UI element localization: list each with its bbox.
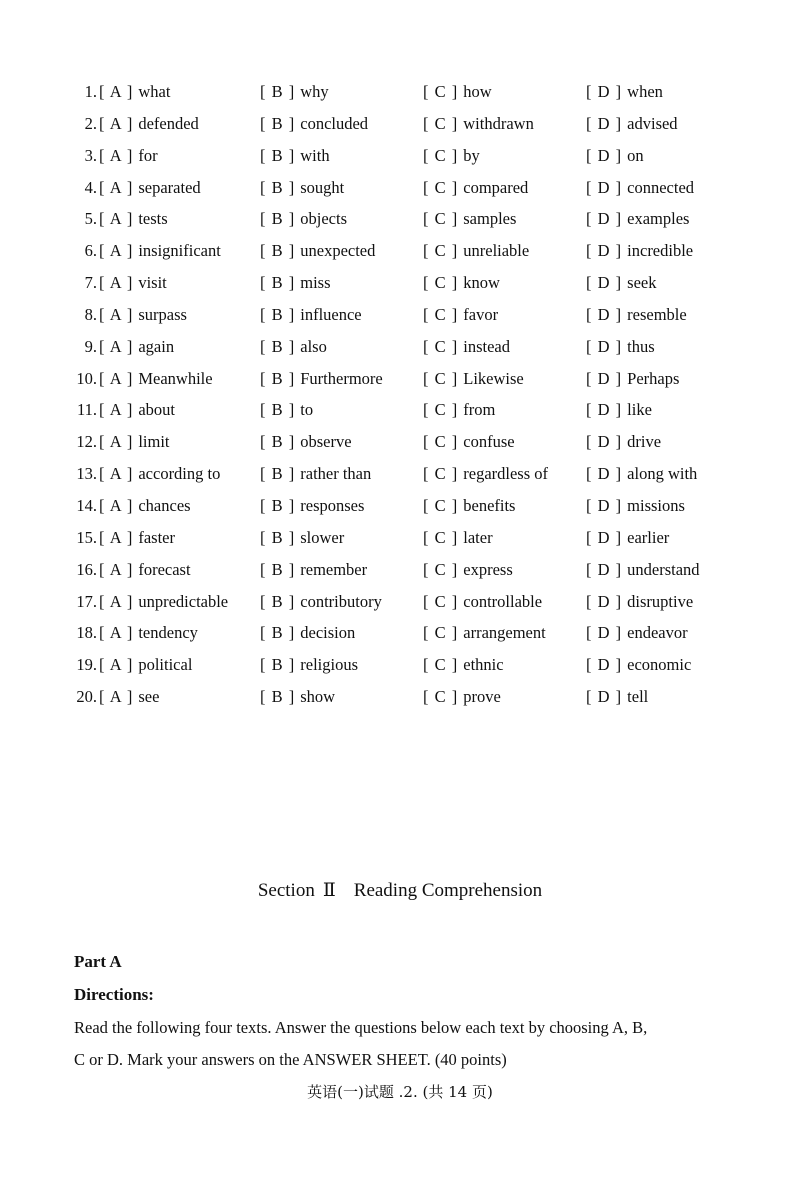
choice-c [423,490,515,522]
choice-a [99,522,175,554]
choice-d [586,458,697,490]
choice-letter: [ D ] [586,304,623,324]
choice-text: withdrawn [463,113,534,133]
choice-d [586,299,687,331]
choice-letter: [ C ] [423,432,459,452]
choice-letter: [ B ] [260,209,296,229]
choice-letter: [ D ] [586,209,623,229]
choice-a [99,203,168,235]
choice-c [423,649,504,681]
choice-text: disruptive [627,591,694,611]
choice-text: when [627,82,663,101]
choice-text: earlier [627,527,670,547]
choice-text: for [138,145,158,165]
choice-letter: [ C ] [423,464,459,484]
question-number: 5. [84,209,97,229]
choice-text: endeavor [627,623,688,643]
choice-letter: [ D ] [586,591,623,611]
choice-text: examples [627,209,690,229]
choice-letter: [ D ] [586,559,623,579]
choice-d [586,554,700,586]
part-title: Part A [74,952,122,971]
choice-text: connected [627,177,695,197]
choice-letter: [ C ] [423,495,459,515]
choice-text: resemble [627,304,687,324]
choice-text: decision [300,623,356,643]
question-number: 13. [76,464,97,484]
choice-c [423,522,493,554]
choice-letter: [ C ] [423,241,459,261]
choice-letter: [ B ] [260,113,296,133]
choice-text: incredible [627,241,694,261]
section-roman-numeral: Ⅱ [322,880,336,901]
question-row [72,426,732,458]
choice-c [423,394,495,426]
choice-letter: [ B ] [260,591,296,611]
choice-letter: [ A ] [99,368,134,388]
choice-text: political [138,655,193,675]
choice-letter: [ C ] [423,687,459,707]
choice-letter: [ C ] [423,559,459,579]
choice-letter: [ A ] [99,655,134,675]
choice-b [260,458,371,490]
question-row [72,586,732,618]
choice-a [99,586,228,618]
choice-text: from [463,400,496,420]
choice-d [586,363,679,395]
choice-b [260,490,364,522]
question-row [72,172,732,204]
choice-b [260,172,344,204]
choice-text: on [627,145,644,165]
directions-line: Read the following four texts. Answer the questions below each text by choosing A, B, [74,1018,648,1037]
choice-b [260,554,367,586]
choice-a [99,426,170,458]
choice-c [423,681,501,713]
choice-text: remember [300,559,368,579]
question-row [72,394,732,426]
choice-letter: [ B ] [260,82,296,101]
directions-text [74,1012,734,1076]
choice-letter: [ D ] [586,177,623,197]
choice-text: Perhaps [627,368,680,388]
choice-letter: [ A ] [99,495,134,515]
choice-text: objects [300,209,347,229]
choice-text: unexpected [300,241,376,261]
choice-text: tendency [138,623,198,643]
choice-letter: [ C ] [423,623,459,643]
choice-text: with [300,145,330,165]
choice-text: about [138,400,176,420]
choice-text: Likewise [463,368,524,388]
choice-b [260,649,358,681]
question-row [72,649,732,681]
question-number: 19. [76,655,97,675]
choice-d [586,426,661,458]
choice-text: economic [627,655,692,675]
question-number: 10. [76,368,97,388]
choice-d [586,586,693,618]
choice-d [586,394,652,426]
choice-b [260,681,335,713]
choice-letter: [ C ] [423,177,459,197]
choice-letter: [ A ] [99,145,134,165]
choice-letter: [ D ] [586,400,623,420]
question-row [72,267,732,299]
choice-text: see [138,687,160,707]
choice-letter: [ B ] [260,687,296,707]
question-number: 20. [76,687,97,707]
choice-text: insignificant [138,241,221,261]
choice-b [260,331,327,363]
choice-letter: [ B ] [260,432,296,452]
choice-text: drive [627,432,662,452]
choice-text: to [300,400,314,420]
choice-text: by [463,145,480,165]
choice-b [260,426,352,458]
choice-a [99,140,158,172]
choice-letter: [ D ] [586,687,623,707]
choice-a [99,172,201,204]
choice-letter: [ D ] [586,464,623,484]
choice-c [423,617,546,649]
choice-text: confuse [463,432,515,452]
choice-text: favor [463,304,499,324]
choice-a [99,649,192,681]
choice-text: visit [138,273,167,293]
choice-b [260,394,313,426]
choice-letter: [ A ] [99,464,134,484]
choice-letter: [ A ] [99,591,134,611]
question-number: 15. [76,527,97,547]
choice-text: like [627,400,652,420]
section-title: Reading Comprehension [353,880,543,901]
choice-b [260,235,375,267]
choice-letter: [ C ] [423,336,459,356]
choice-a [99,299,187,331]
choice-text: faster [138,527,175,547]
question-row [72,108,732,140]
choice-text: later [463,527,493,547]
question-number: 1. [84,82,97,101]
choice-b [260,76,329,108]
choice-text: surpass [138,304,187,324]
choice-a [99,363,213,395]
choice-letter: [ C ] [423,145,459,165]
choice-text: Meanwhile [138,368,213,388]
question-row [72,203,732,235]
question-number: 4. [84,177,97,197]
choice-text: tell [627,687,649,707]
choice-a [99,490,191,522]
choice-text: arrangement [463,623,546,643]
choice-d [586,76,663,108]
choice-letter: [ B ] [260,623,296,643]
choice-text: missions [627,495,685,515]
choice-letter: [ D ] [586,273,623,293]
choice-d [586,681,648,713]
choice-b [260,203,347,235]
choice-letter: [ B ] [260,241,296,261]
choice-a [99,108,199,140]
question-number: 2. [84,113,97,133]
question-row [72,458,732,490]
choice-d [586,172,694,204]
choice-b [260,522,344,554]
question-row [72,76,732,108]
choice-c [423,363,524,395]
choice-letter: [ B ] [260,145,296,165]
choice-letter: [ B ] [260,336,296,356]
choice-letter: [ D ] [586,145,623,165]
choice-d [586,617,688,649]
question-row [72,299,732,331]
question-row [72,681,732,713]
choice-text: according to [138,464,221,484]
choice-c [423,76,492,108]
question-row [72,140,732,172]
choice-text: instead [463,336,510,356]
choice-d [586,235,693,267]
choice-text: controllable [463,591,543,611]
choice-letter: [ A ] [99,304,134,324]
choice-text: responses [300,495,365,515]
choice-b [260,299,362,331]
choice-b [260,140,330,172]
choice-letter: [ A ] [99,559,134,579]
choice-text: express [463,559,513,579]
choice-text: slower [300,527,345,547]
choice-letter: [ C ] [423,82,459,101]
choice-letter: [ D ] [586,432,623,452]
choice-text: sought [300,177,345,197]
section-prefix: Section [257,880,315,901]
choice-text: concluded [300,113,369,133]
choice-text: understand [627,559,700,579]
question-number: 18. [76,623,97,643]
question-number: 16. [76,559,97,579]
choice-text: observe [300,432,352,452]
choice-letter: [ D ] [586,336,623,356]
choice-text: again [138,336,175,356]
choice-d [586,140,644,172]
choice-text: contributory [300,591,382,611]
choice-b [260,363,383,395]
question-number: 6. [84,241,97,261]
choice-letter: [ B ] [260,400,296,420]
choice-letter: [ A ] [99,209,134,229]
choice-text: along with [627,464,698,484]
choice-text: compared [463,177,529,197]
choice-d [586,649,691,681]
page-footer: 英语(一)试题 .2. (共 14 页) [307,1083,493,1101]
answer-options-list [72,76,732,713]
choice-text: forecast [138,559,191,579]
choice-letter: [ A ] [99,527,134,547]
choice-text: chances [138,495,191,515]
directions-title: Directions: [74,985,154,1004]
choice-c [423,108,534,140]
choice-letter: [ C ] [423,527,459,547]
choice-c [423,299,498,331]
choice-text: defended [138,113,199,133]
choice-letter: [ B ] [260,655,296,675]
choice-c [423,554,513,586]
question-number: 14. [76,495,97,515]
question-row [72,490,732,522]
choice-text: regardless of [463,464,549,484]
choice-c [423,331,510,363]
choice-letter: [ A ] [99,241,134,261]
choice-letter: [ C ] [423,400,459,420]
choice-letter: [ A ] [99,336,134,356]
choice-letter: [ A ] [99,432,134,452]
choice-letter: [ C ] [423,209,459,229]
choice-a [99,76,170,108]
question-number: 17. [76,591,97,611]
choice-d [586,331,655,363]
question-number: 11. [76,400,97,420]
choice-b [260,586,382,618]
choice-c [423,586,542,618]
choice-c [423,203,516,235]
question-row [72,554,732,586]
choice-a [99,331,174,363]
choice-letter: [ A ] [99,400,134,420]
choice-d [586,490,685,522]
choice-text: Furthermore [300,368,383,388]
question-number: 7. [84,273,97,293]
choice-c [423,235,529,267]
directions-line: C or D. Mark your answers on the ANSWER SHEET. (40 points) [74,1050,507,1069]
section-heading [0,876,800,906]
choice-text: miss [300,273,331,293]
choice-letter: [ B ] [260,273,296,293]
choice-letter: [ B ] [260,368,296,388]
choice-d [586,203,689,235]
choice-c [423,458,548,490]
question-number: 8. [84,304,97,324]
choice-letter: [ A ] [99,113,134,133]
choice-letter: [ A ] [99,273,134,293]
choice-letter: [ D ] [586,113,623,133]
question-number: 3. [84,145,97,165]
choice-a [99,554,191,586]
question-row [72,617,732,649]
choice-text: rather than [300,464,372,484]
choice-text: benefits [463,495,516,515]
choice-text: how [463,82,492,101]
choice-a [99,267,167,299]
choice-letter: [ B ] [260,177,296,197]
choice-letter: [ B ] [260,559,296,579]
choice-text: unreliable [463,241,530,261]
choice-letter: [ D ] [586,623,623,643]
choice-text: thus [627,336,655,356]
choice-c [423,140,480,172]
choice-b [260,108,368,140]
choice-letter: [ C ] [423,304,459,324]
choice-text: separated [138,177,201,197]
choice-text: show [300,687,336,707]
choice-letter: [ C ] [423,591,459,611]
choice-letter: [ B ] [260,304,296,324]
choice-letter: [ C ] [423,273,459,293]
choice-b [260,617,355,649]
choice-letter: [ A ] [99,623,134,643]
choice-text: why [300,82,329,101]
choice-letter: [ D ] [586,368,623,388]
choice-text: ethnic [463,655,504,675]
choice-letter: [ B ] [260,495,296,515]
choice-letter: [ A ] [99,177,134,197]
choice-text: prove [463,687,501,707]
choice-text: limit [138,432,170,452]
choice-text: what [138,82,171,101]
choice-text: samples [463,209,517,229]
choice-a [99,458,220,490]
choice-c [423,267,500,299]
choice-b [260,267,331,299]
choice-text: also [300,336,327,356]
choice-letter: [ D ] [586,241,623,261]
choice-a [99,681,159,713]
question-row [72,331,732,363]
choice-d [586,108,678,140]
choice-a [99,617,198,649]
choice-letter: [ B ] [260,527,296,547]
choice-text: seek [627,273,657,293]
choice-text: tests [138,209,168,229]
choice-text: influence [300,304,362,324]
choice-letter: [ D ] [586,655,623,675]
choice-letter: [ C ] [423,113,459,133]
choice-letter: [ D ] [586,527,623,547]
choice-letter: [ A ] [99,687,134,707]
choice-d [586,522,669,554]
question-row [72,522,732,554]
choice-c [423,172,528,204]
choice-text: religious [300,655,358,675]
choice-text: unpredictable [138,591,229,611]
question-row [72,363,732,395]
choice-letter: [ B ] [260,464,296,484]
choice-c [423,426,515,458]
choice-text: know [463,273,500,293]
choice-letter: [ A ] [99,82,134,101]
question-row [72,235,732,267]
choice-letter: [ C ] [423,368,459,388]
choice-letter: [ C ] [423,655,459,675]
choice-d [586,267,656,299]
question-number: 12. [76,432,97,452]
choice-letter: [ D ] [586,495,623,515]
question-number: 9. [84,336,97,356]
choice-a [99,235,221,267]
choice-text: advised [627,113,678,133]
choice-letter: [ D ] [586,82,623,101]
choice-a [99,394,175,426]
